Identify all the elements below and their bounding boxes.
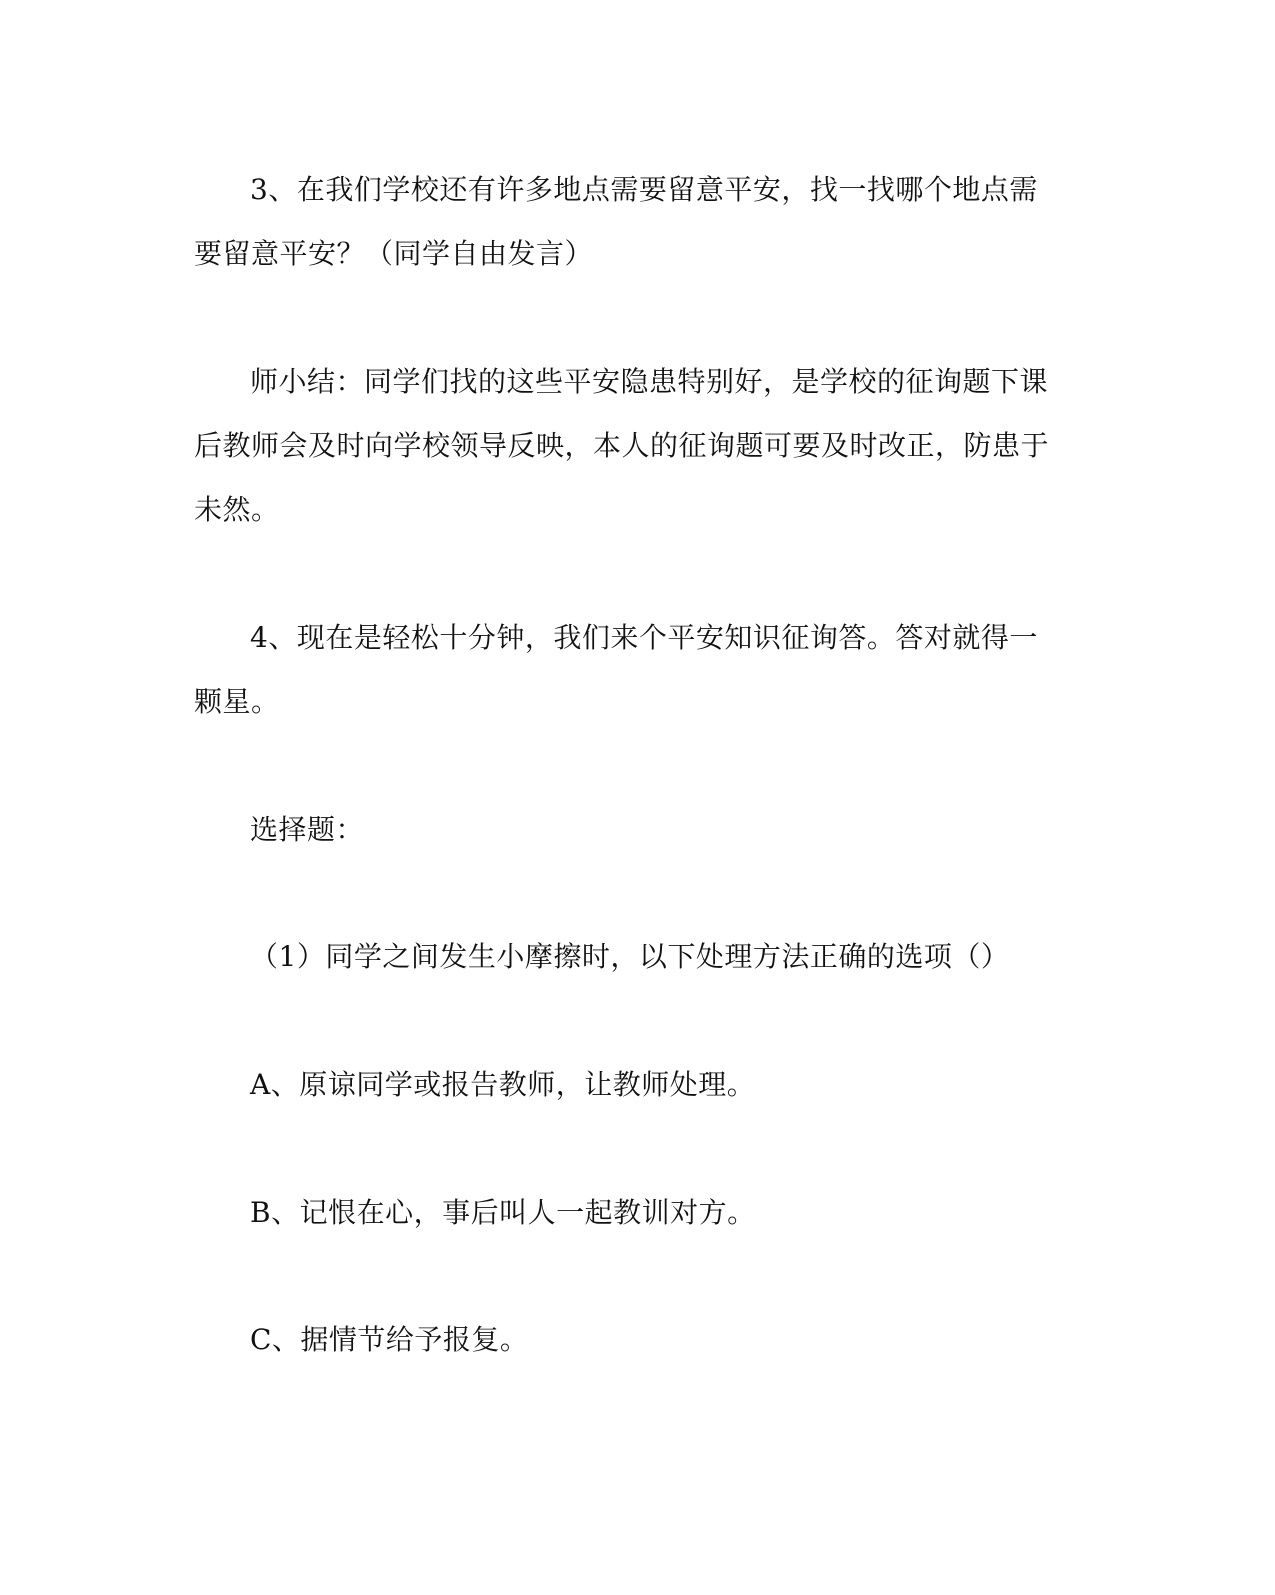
paragraph-teacher-summary: 师小结：同学们找的这些平安隐患特别好，是学校的征询题下课后教师会及时向学校领导反映，本人的征询题可要及时改正，防患于未然。 — [194, 365, 1050, 526]
paragraph-item-3: 3、在我们学校还有许多地点需要留意平安，找一找哪个地点需要留意平安？（同学自由发言） — [194, 173, 1038, 270]
section-heading-multiple-choice: 选择题： — [250, 813, 365, 846]
option-c: C、据情节给予报复。 — [250, 1323, 529, 1356]
paragraph-item-4: 4、现在是轻松十分钟，我们来个平安知识征询答。答对就得一颗星。 — [194, 621, 1038, 718]
option-b: B、记恨在心，事后叫人一起教训对方。 — [250, 1196, 756, 1229]
question-1: （1）同学之间发生小摩擦时，以下处理方法正确的选项（） — [250, 940, 1010, 973]
option-a: A、原谅同学或报告教师，让教师处理。 — [250, 1068, 756, 1101]
